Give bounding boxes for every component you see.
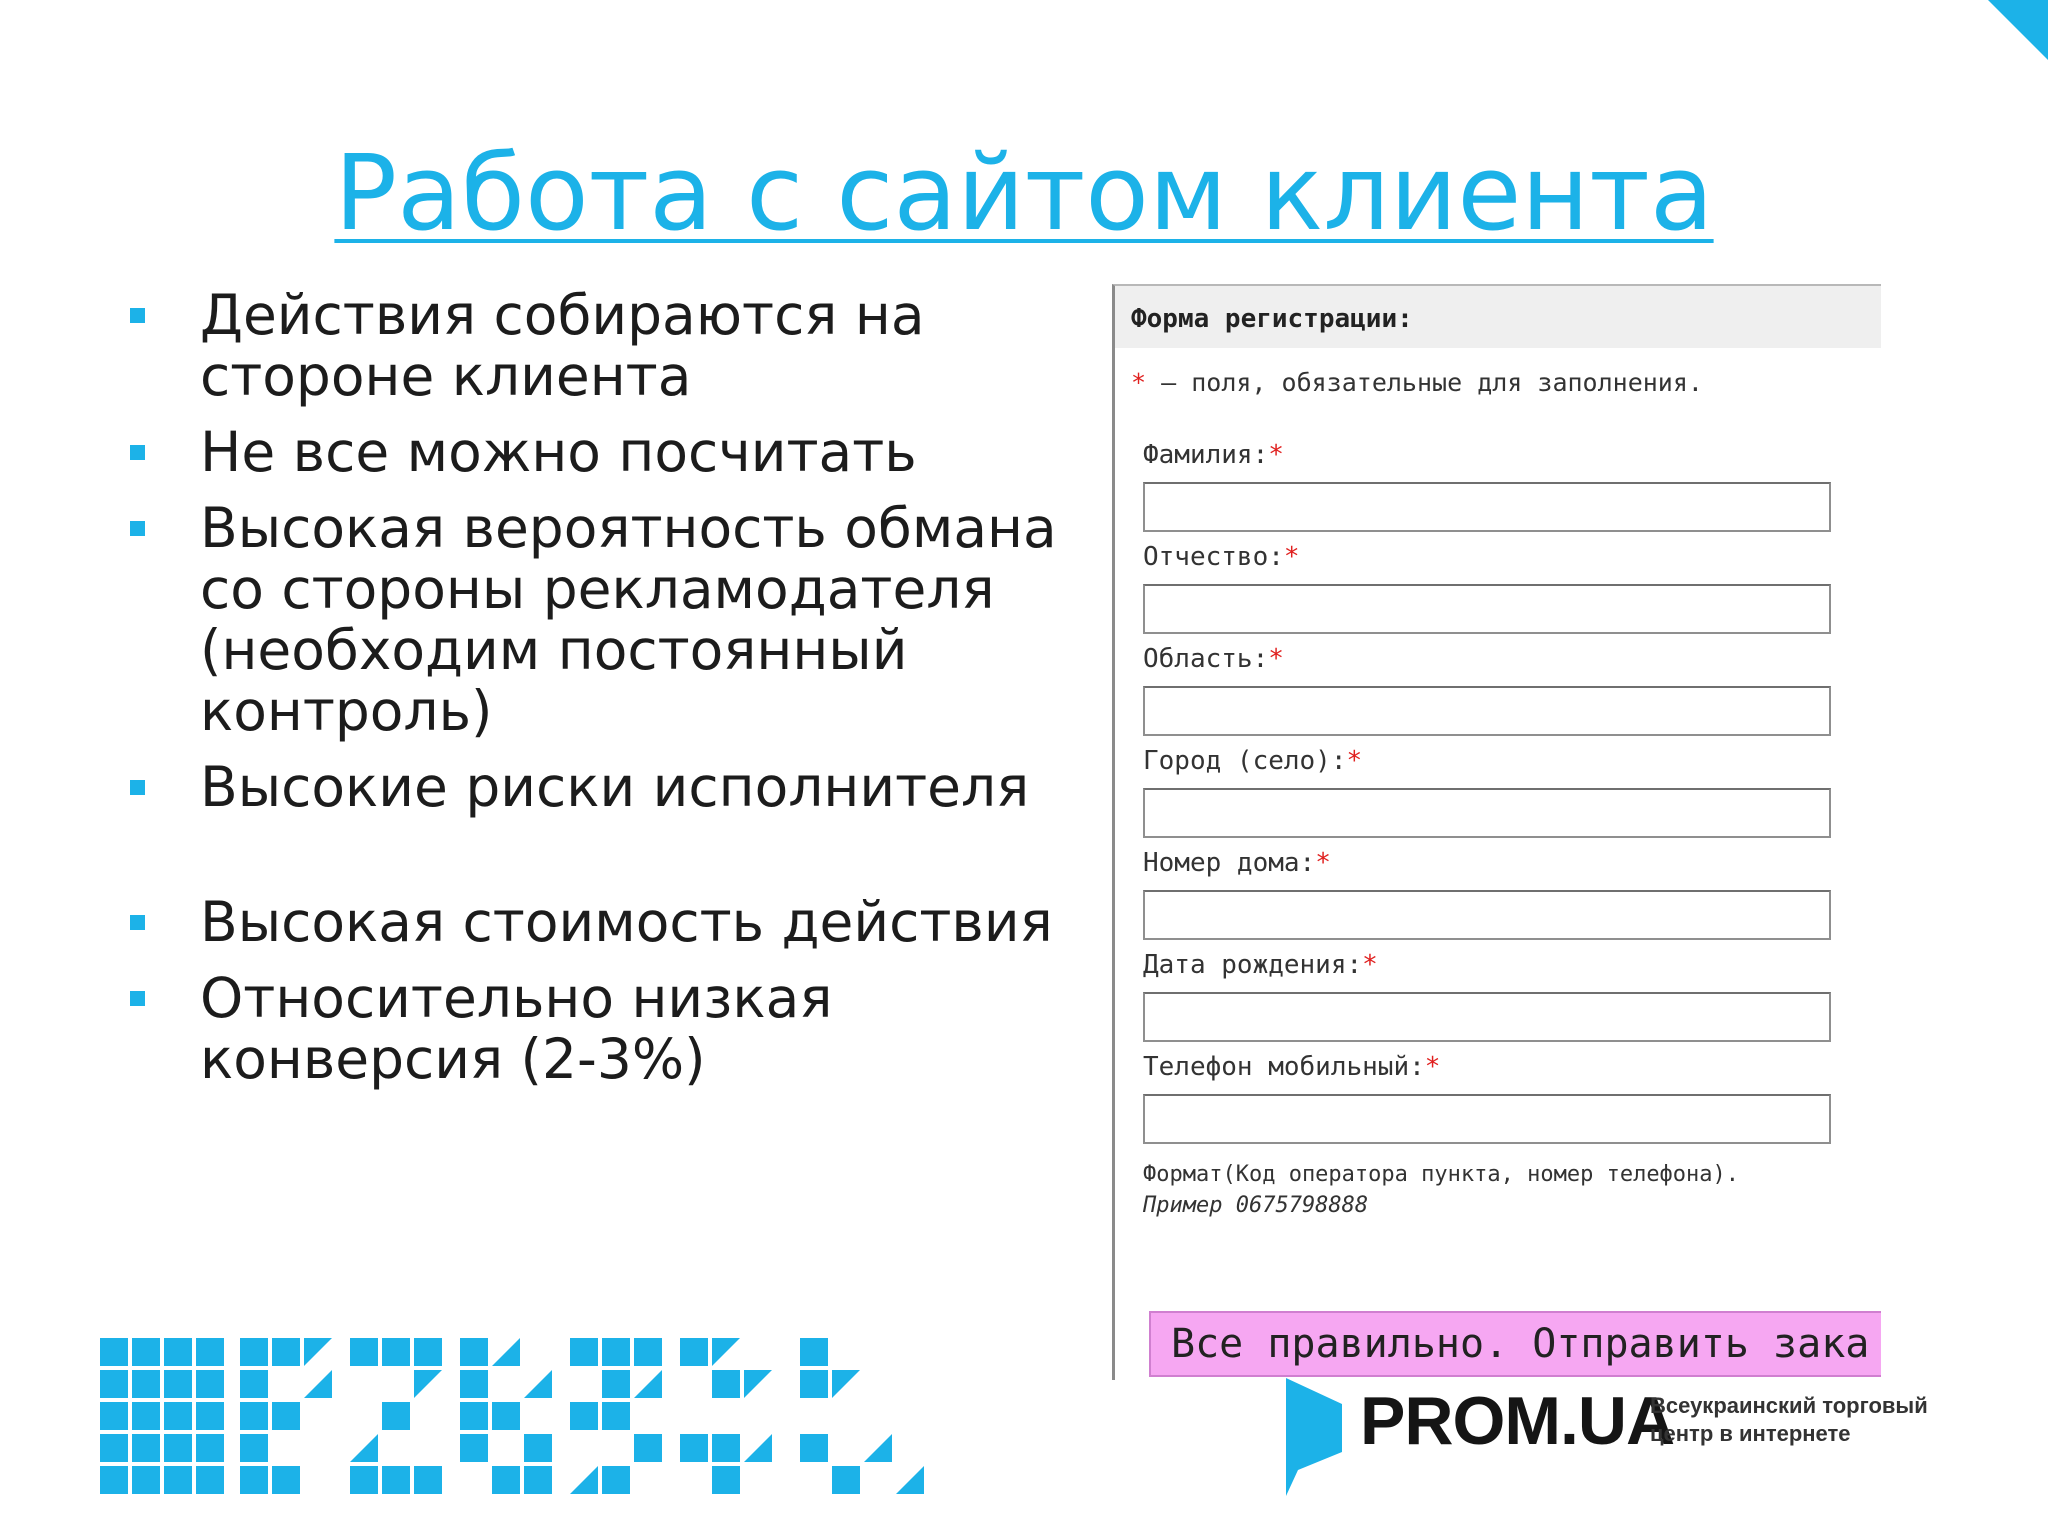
field-label: Номер дома:* xyxy=(1143,848,1331,878)
bullet-list xyxy=(124,285,1124,1105)
patronymic-input[interactable] xyxy=(1143,584,1831,634)
field-label: Область:* xyxy=(1143,644,1284,674)
birth-date-input[interactable] xyxy=(1143,992,1831,1042)
form-title: Форма регистрации: xyxy=(1131,304,1413,334)
bullet-item: Относительно низкая конверсия (2-3%) xyxy=(124,968,1124,1090)
bullet-item: Высокая стоимость действия xyxy=(124,892,1124,953)
bullet-marker xyxy=(130,991,145,1006)
format-text: Формат(Код оператора пункта, номер телефона). xyxy=(1143,1162,1740,1187)
submit-order-button[interactable]: Все правильно. Отправить зака xyxy=(1149,1311,1881,1377)
bullet-marker xyxy=(130,915,145,930)
required-note-text: — поля, обязательные для заполнения. xyxy=(1146,368,1703,397)
field-label: Телефон мобильный:* xyxy=(1143,1052,1441,1082)
corner-accent xyxy=(1978,0,2048,70)
required-star: * xyxy=(1131,368,1147,397)
mobile-phone-input[interactable] xyxy=(1143,1094,1831,1144)
birth-date-field xyxy=(1143,950,1843,1042)
slide-title: Работа с сайтом клиента xyxy=(334,132,1714,254)
cpa-logo-mosaic xyxy=(100,1338,960,1498)
prom-ua-tagline: Всеукраинский торговый центр в интернете xyxy=(1650,1393,1928,1446)
city-input[interactable] xyxy=(1143,788,1831,838)
field-label: Дата рождения:* xyxy=(1143,950,1378,980)
bullet-item: Высокая вероятность обмана со стороны рекламодателя (необходим постоянный контроль) xyxy=(124,498,1124,742)
mobile-phone-field xyxy=(1143,1052,1843,1144)
example-text: Пример 0675798888 xyxy=(1143,1193,1369,1218)
field-label: Фамилия:* xyxy=(1143,440,1284,470)
region-field xyxy=(1143,644,1843,736)
bullet-marker xyxy=(130,308,145,323)
house-number-input[interactable] xyxy=(1143,890,1831,940)
bullet-item: Действия собираются на стороне клиента xyxy=(124,285,1124,407)
field-label: Город (село):* xyxy=(1143,746,1363,776)
house-number-field xyxy=(1143,848,1843,940)
surname-input[interactable] xyxy=(1143,482,1831,532)
bullet-marker xyxy=(130,521,145,536)
prom-ua-wordmark: PROM.UA xyxy=(1360,1383,1675,1459)
region-input[interactable] xyxy=(1143,686,1831,736)
bullet-marker xyxy=(130,445,145,460)
field-label: Отчество:* xyxy=(1143,542,1300,572)
bullet-marker xyxy=(130,780,145,795)
patronymic-field xyxy=(1143,542,1843,634)
prom-ua-logo xyxy=(1286,1378,1976,1496)
bullet-item: Высокие риски исполнителя xyxy=(124,757,1124,818)
required-note xyxy=(1131,368,1703,397)
form-header xyxy=(1115,286,1881,348)
phone-format-hint xyxy=(1143,1159,1739,1221)
prom-ua-mark-icon xyxy=(1286,1378,1342,1496)
bullet-item: Не все можно посчитать xyxy=(124,422,1124,483)
registration-form-screenshot xyxy=(1112,284,1881,1380)
city-field xyxy=(1143,746,1843,838)
surname-field xyxy=(1143,440,1843,532)
